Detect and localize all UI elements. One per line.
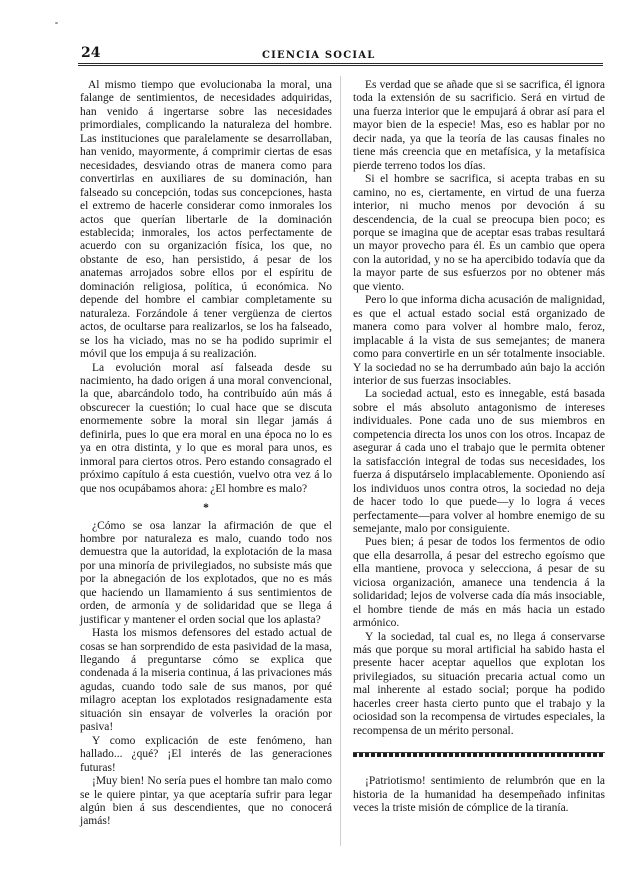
paragraph: Hasta los mismos defensores del estado actual de cosas se han sorprendido de esta pasividad de la masa, llegando á preguntarse cómo se explica que condenada á la miseria continua, á las privaciones más agudas, cuando todo sale de sus manos, por qué milagro aceptan los explotados resignadamente esta situación sin ensayar de volverles la oración por pasiva! <box>80 627 332 734</box>
paragraph: Y como explicación de este fenómeno, han hallado... ¿qué? ¡El interés de las generaciones futuras! <box>80 734 332 774</box>
paragraph: La sociedad actual, esto es innegable, está basada sobre el más absoluto antagonismo de intereses individuales. Pone cada uno de sus miembros en competencia directa los unos con los otros. Incapaz de asegurar á cada uno el trabajo que le permita obtener la satisfacción integral de todas sus necesidades, los fuerza á disputárselo implacablemente. Oponiendo así los individuos unos contra otros, la sociedad no deja de hacer todo lo que puede—y lo logra á veces perfectamente—para volver al hombre enemigo de su semejante, malo por consiguiente. <box>353 388 605 535</box>
right-column <box>353 79 605 816</box>
ornamental-rule <box>353 752 605 757</box>
section-separator: * <box>203 502 209 515</box>
paragraph: ¡Muy bien! No sería pues el hombre tan malo como se le quiere pintar, ya que aceptaría sufrir para legar algún bien á sus descendientes, que no conocerá jamás! <box>80 775 332 828</box>
paragraph: Pues bien; á pesar de todos los fermentos de odio que ella desarrolla, á pesar del estrecho egoísmo que ella mantiene, provoca y selecciona, á pesar de su viciosa organización, amanece una tendencia á la solidaridad; lejos de volverse cada día más insociable, el hombre tiende de más en más hacia un estado armónico. <box>353 536 605 630</box>
paragraph: ¿Cómo se osa lanzar la afirmación de que el hombre por naturaleza es malo, cuando todo nos demuestra que la autoridad, la explotación de la masa por una minoría de privilegiados, no subsiste más que por la abnegación de los explotados, que no es más que haciendo un llamamiento á sus sentimientos de orden, de armonía y de solidaridad que se llega á justificar y mantener el orden social que los aplasta? <box>80 519 332 626</box>
paragraph: Pero lo que informa dicha acusación de malignidad, es que el actual estado social está organizado de manera como para volver al hombre malo, feroz, implacable á la vista de sus semejantes; de manera como para convertirle en un sér totalmente insociable. Y la sociedad no se ha derrumbado aún bajo la acción interior de sus fuerzas insociables. <box>353 294 605 387</box>
header-rule <box>78 63 603 66</box>
paragraph: Es verdad que se añade que si se sacrifica, él ignora toda la extensión de su sacrificio. Será en virtud de una fuerza interior que le empujará á obrar así para el mayor bien de la especie! Mas, eso es hablar por no decir nada, ya que la teoría de las causas finales no tiene más creencia que en metafísica, y la metafísica pierde terreno todos los días. <box>353 79 605 172</box>
paragraph: Al mismo tiempo que evolucionaba la moral, una falange de sentimientos, de necesidades adquiridas, han venido á ingertarse sobre las necesidades primordiales, complicando la naturaleza del hombre. Las instituciones que paralelamente se desarrollaban, han venido, mayormente, á comprimir ciertas de esas necesidades, desviando otras de manera como para convertirlas en auxiliares de su dominación, han falseado su concepción, todas sus concepciones, hasta el extremo de hacerle considerar como inmorales los actos que querían libertarle de la dominación establecida; inmorales, los actos perfectamente de acuerdo con su organización física, los que, no obstante de eso, han persistido, á pesar de los anatemas arrojados sobre ellos por el espíritu de dominación religiosa, política, ú económica. No depende del hombre el cambiar completamente su naturaleza. Forzándole á tener vergüenza de ciertos actos, de ocultarse para realizarlos, se los ha falseado, se los ha viciado, mas no se ha podido suprimir el móvil que los empuja á su realización. <box>80 79 332 361</box>
paragraph: Si el hombre se sacrifica, si acepta trabas en su camino, no es, ciertamente, en virtud de una fuerza interior, ni mucho menos por devoción á su descendencia, de la cual se preocupa bien poco; es porque se imagina que de aceptar esas trabas resultará un mayor provecho para él. Es un cambio que opera con la autoridad, y no se ha apercibido todavía que da la mayor parte de sus esfuerzos por no obtener más que viento. <box>353 173 605 293</box>
running-title: CIENCIA SOCIAL <box>262 50 376 61</box>
page-number: 24 <box>81 45 101 61</box>
paragraph: La evolución moral así falseada desde su nacimiento, ha dado origen á una moral convencional, la que, abarcándolo todo, ha contribuído aún más á obscurecer la cuestión; lo cual hace que se discuta enormemente sobre la moral sin llegar jamás á definirla, pues lo que era moral en una época no lo es ya en otra distinta, y lo que es moral para unos, es inmoral para ciertos otros. Pero estando consagrado el próximo capítulo á esta cuestión, vuelvo otra vez á lo que nos ocupábamos ahora: ¿El hombre es malo? <box>80 361 332 495</box>
paragraph: Y la sociedad, tal cual es, no llega á conservarse más que porque su moral artificial ha sabido hasta el presente hacer aceptar aquellos que explotan los privilegiados, su situación precaria actual como un mal inherente al estado social; porque ha podido hacerles creer hasta cierto punto que el trabajo y la ociosidad son la recompensa de virtudes especiales, la recompensa de un mérito personal. <box>353 630 605 737</box>
paper-speck <box>55 22 58 24</box>
column-divider <box>340 76 341 846</box>
left-column <box>80 79 332 829</box>
paragraph: ¡Patriotismo! sentimiento de relumbrón que en la historia de la humanidad ha desempeñado infinitas veces la triste misión de cómplice de la tiranía. <box>353 775 605 815</box>
